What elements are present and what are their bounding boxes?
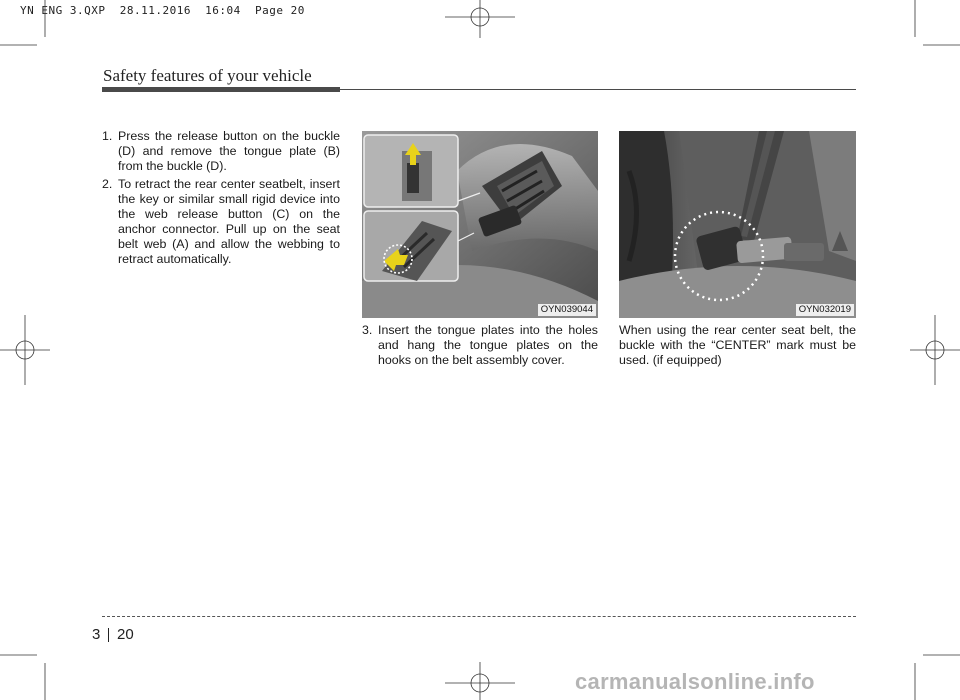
list-item-number: 2. — [102, 177, 113, 191]
list-item — [362, 323, 598, 368]
list-item — [102, 129, 340, 174]
figure-center-buckle — [619, 131, 856, 318]
list-item-text: Insert the tongue plates into the holes and hang the tongue plates on the hooks on the belt assembly cover. — [378, 323, 598, 367]
chapter-number: 3 — [92, 626, 101, 643]
center-buckle-illustration — [619, 131, 856, 318]
page-number-separator — [108, 628, 109, 642]
figure-code: OYN039044 — [538, 304, 596, 316]
footer-rule — [102, 616, 856, 617]
text-column-1 — [102, 129, 340, 267]
section-title: Safety features of your vehicle — [103, 66, 312, 85]
paragraph: When using the rear center seat belt, the buckle with the “CENTER” mark must be used. (if equipped) — [619, 323, 856, 367]
text-column-2 — [362, 323, 598, 368]
header-rule-thick — [102, 87, 340, 92]
page-number: 20 — [117, 626, 134, 643]
watermark: carmanualsonline.info — [575, 669, 815, 694]
figure-code: OYN032019 — [796, 304, 854, 316]
list-item-text: To retract the rear center seatbelt, insert the key or similar small rigid device into the web release button (C) on the anchor connector. Pull up on the seat belt web (A) and allow the webbing to retract automatically. — [118, 177, 340, 266]
belt-cover-illustration — [362, 131, 598, 318]
header-rule-thin — [340, 89, 856, 90]
figure-belt-assembly-cover — [362, 131, 598, 318]
print-slug: YN ENG 3.QXP 28.11.2016 16:04 Page 20 — [20, 4, 305, 17]
list-item-text: Press the release button on the buckle (D) and remove the tongue plate (B) from the buckle (D). — [118, 129, 340, 173]
list-item — [102, 177, 340, 267]
list-item-number: 1. — [102, 129, 113, 143]
text-column-3 — [619, 323, 856, 368]
list-item-number: 3. — [362, 323, 373, 337]
